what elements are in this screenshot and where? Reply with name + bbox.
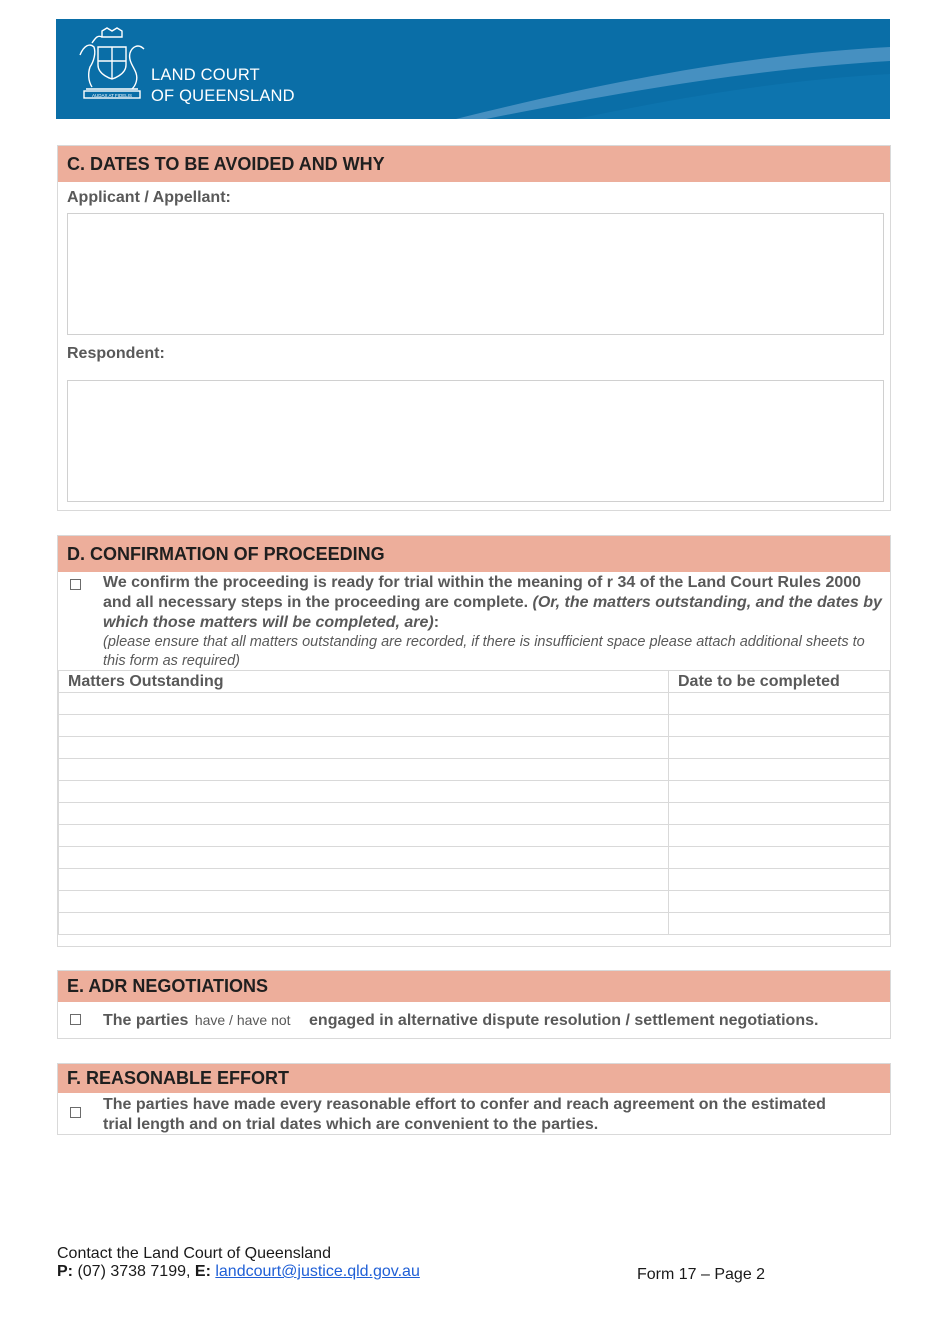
table-row [59,715,890,737]
applicant-label: Applicant / Appellant: [67,189,231,206]
date-cell[interactable] [669,737,890,759]
section-adr [57,970,891,1039]
matters-table-header [59,671,890,693]
matter-cell[interactable] [59,803,669,825]
footer-contact-details [57,1263,420,1281]
form-page-number: Form 17 – Page 2 [637,1266,766,1283]
adr-text-after: engaged in alternative dispute resolution / settlement negotiations. [309,1012,819,1029]
date-cell[interactable] [669,825,890,847]
court-name-line1: LAND COURT [151,66,260,84]
header-banner [56,19,890,119]
date-cell[interactable] [669,759,890,781]
section-dates-avoided [57,145,891,511]
matter-cell[interactable] [59,781,669,803]
confirm-statement-italic: (Or, the matters outstanding, and the dates by which those matters will be completed, are) [103,594,882,631]
footer-contact [57,1245,420,1281]
date-cell[interactable] [669,715,890,737]
svg-text:AUDAX AT FIDELIS: AUDAX AT FIDELIS [91,93,133,98]
date-cell[interactable] [669,913,890,935]
date-cell[interactable] [669,693,890,715]
matter-cell[interactable] [59,715,669,737]
matters-outstanding-header: Matters Outstanding [59,671,669,693]
matter-cell[interactable] [59,869,669,891]
respondent-textbox[interactable] [67,380,884,502]
date-cell[interactable] [669,869,890,891]
table-row [59,891,890,913]
date-cell[interactable] [669,803,890,825]
table-row [59,847,890,869]
adr-text-before: The parties [103,1012,189,1029]
effort-statement: The parties have made every reasonable effort to confer and reach agreement on the estimated trial length and on trial dates which are convenient to the parties. [103,1096,826,1133]
queensland-crest-logo [72,25,152,105]
matter-cell[interactable] [59,825,669,847]
matter-cell[interactable] [59,847,669,869]
matter-cell[interactable] [59,891,669,913]
matter-cell[interactable] [59,913,669,935]
date-completed-header: Date to be completed [669,671,890,693]
confirm-note: (please ensure that all matters outstanding are recorded, if there is insufficient space please attach additional sheets to this form as required) [103,634,865,669]
section-confirmation [57,535,891,947]
section-reasonable-effort [57,1063,891,1135]
email-label: E: [194,1263,211,1280]
effort-checkbox[interactable] [70,1107,81,1118]
respondent-label: Respondent: [67,345,165,362]
adr-checkbox[interactable] [70,1014,81,1025]
table-row [59,737,890,759]
table-row [59,759,890,781]
confirm-statement-bold: We confirm the proceeding is ready for trial within the meaning of r 34 of the Land Court Rules 2000 and all necessary steps in the proceeding are complete. [103,574,862,611]
confirm-statement [103,573,883,633]
adr-statement [103,1010,888,1031]
matters-table [58,670,890,935]
table-row [59,869,890,891]
confirm-ready-checkbox[interactable] [70,579,81,590]
matter-cell[interactable] [59,759,669,781]
section-e-title: E. ADR NEGOTIATIONS [58,971,890,1002]
section-c-title: C. DATES TO BE AVOIDED AND WHY [58,146,890,182]
date-cell[interactable] [669,891,890,913]
phone-label: P: [57,1263,73,1280]
confirm-statement-colon: : [433,614,440,631]
email-link[interactable]: landcourt@justice.qld.gov.au [215,1263,420,1280]
adr-choice[interactable]: have / have not [194,1012,291,1028]
court-name-line2: OF QUEENSLAND [151,87,295,105]
court-name [151,65,295,107]
section-f-title: F. REASONABLE EFFORT [58,1064,890,1093]
table-row [59,693,890,715]
footer-contact-line: Contact the Land Court of Queensland [57,1245,331,1262]
matter-cell[interactable] [59,693,669,715]
date-cell[interactable] [669,781,890,803]
table-row [59,825,890,847]
matter-cell[interactable] [59,737,669,759]
table-row [59,781,890,803]
table-row [59,803,890,825]
date-cell[interactable] [669,847,890,869]
table-row [59,913,890,935]
applicant-textbox[interactable] [67,213,884,335]
phone-number: (07) 3738 7199, [77,1263,191,1280]
section-d-title: D. CONFIRMATION OF PROCEEDING [58,536,890,572]
